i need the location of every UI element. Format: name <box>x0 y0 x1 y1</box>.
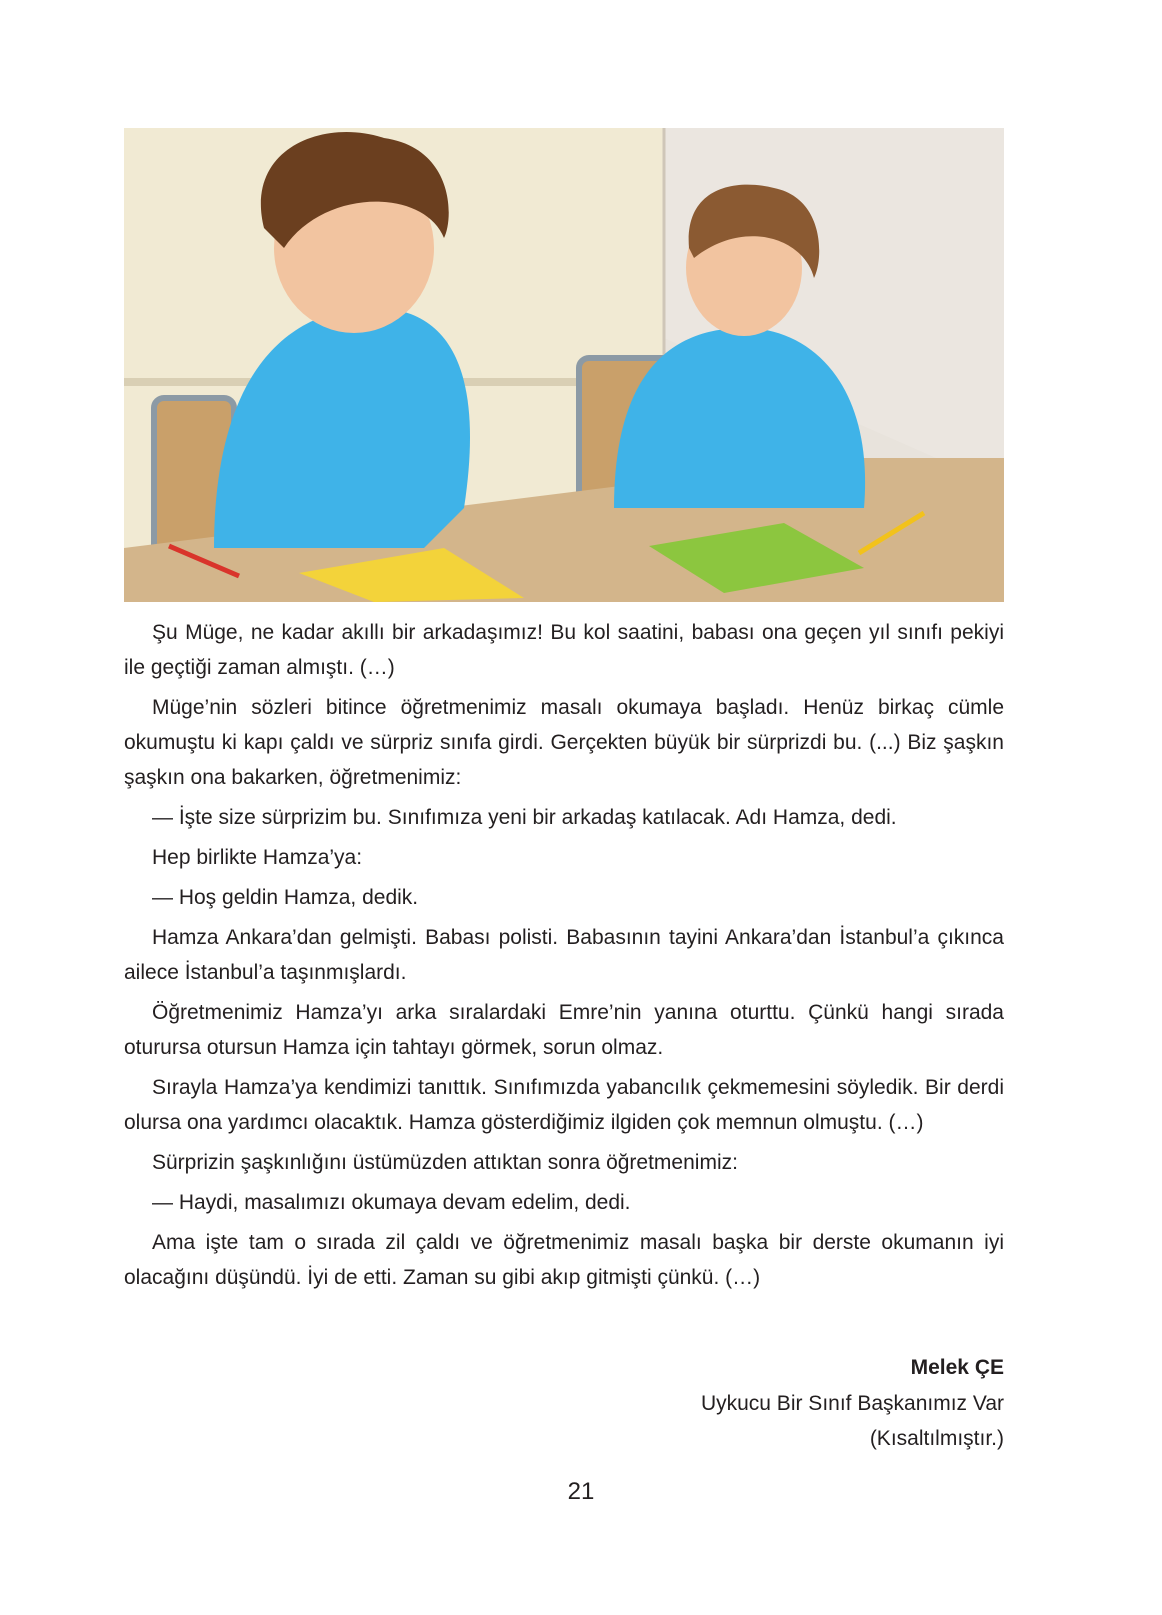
story-illustration <box>124 128 1004 602</box>
paragraph: Hamza Ankara’dan gelmişti. Babası polisti. Babasının tayini Ankara’dan İstanbul’a çıkınca ailece İstanbul’a taşınmışlardı. <box>124 926 1004 984</box>
paragraph: Öğretmenimiz Hamza’yı arka sıralardaki Emre’nin yanına oturttu. Çünkü hangi sırada oturursa otursun Hamza için tahtayı görmek, sorun olmaz. <box>124 1001 1004 1059</box>
illustration-drawing <box>124 128 1004 602</box>
dialogue-line: — Haydi, masalımızı okumaya devam edelim, dedi. <box>152 1191 631 1214</box>
paragraph: Hep birlikte Hamza’ya: <box>152 846 363 869</box>
paragraph: Ama işte tam o sırada zil çaldı ve öğretmenimiz masalı başka bir derste okumanın iyi olacağını düşündü. İyi de etti. Zaman su gibi akıp gitmişti çünkü. (…) <box>124 1231 1004 1289</box>
author-name: Melek ÇE <box>910 1356 1004 1379</box>
paragraph: Sırayla Hamza’ya kendimizi tanıttık. Sınıfımızda yabancılık çekmemesini söyledik. Bir derdi olursa ona yardımcı olacaktık. Hamza gösterdiğimiz ilgiden çok memnun olmuştu. (…) <box>124 1076 1004 1134</box>
paragraph: Sürprizin şaşkınlığını üstümüzden attıktan sonra öğretmenimiz: <box>152 1151 738 1174</box>
dialogue-line: — Hoş geldin Hamza, dedik. <box>152 886 419 909</box>
abridged-note: (Kısaltılmıştır.) <box>869 1427 1004 1450</box>
paragraph: Müge’nin sözleri bitince öğretmenimiz masalı okumaya başladı. Henüz birkaç cümle okumuştu ki kapı çaldı ve sürpriz sınıfa girdi. Gerçekten büyük bir sürprizdi bu. (...) Biz şaşkın şaşkın ona bakarken, öğretmenimiz: <box>124 696 1004 789</box>
page-number: 21 <box>567 1478 595 1505</box>
attribution <box>701 1350 1004 1457</box>
dialogue-line: — İşte size sürprizim bu. Sınıfımıza yeni bir arkadaş katılacak. Adı Hamza, dedi. <box>152 806 897 829</box>
story-text <box>124 615 1004 1300</box>
paragraph: Şu Müge, ne kadar akıllı bir arkadaşımız! Bu kol saatini, babası ona geçen yıl sınıfı pekiyi ile geçtiği zaman almıştı. (…) <box>124 621 1004 679</box>
book-title: Uykucu Bir Sınıf Başkanımız Var <box>700 1391 1004 1415</box>
